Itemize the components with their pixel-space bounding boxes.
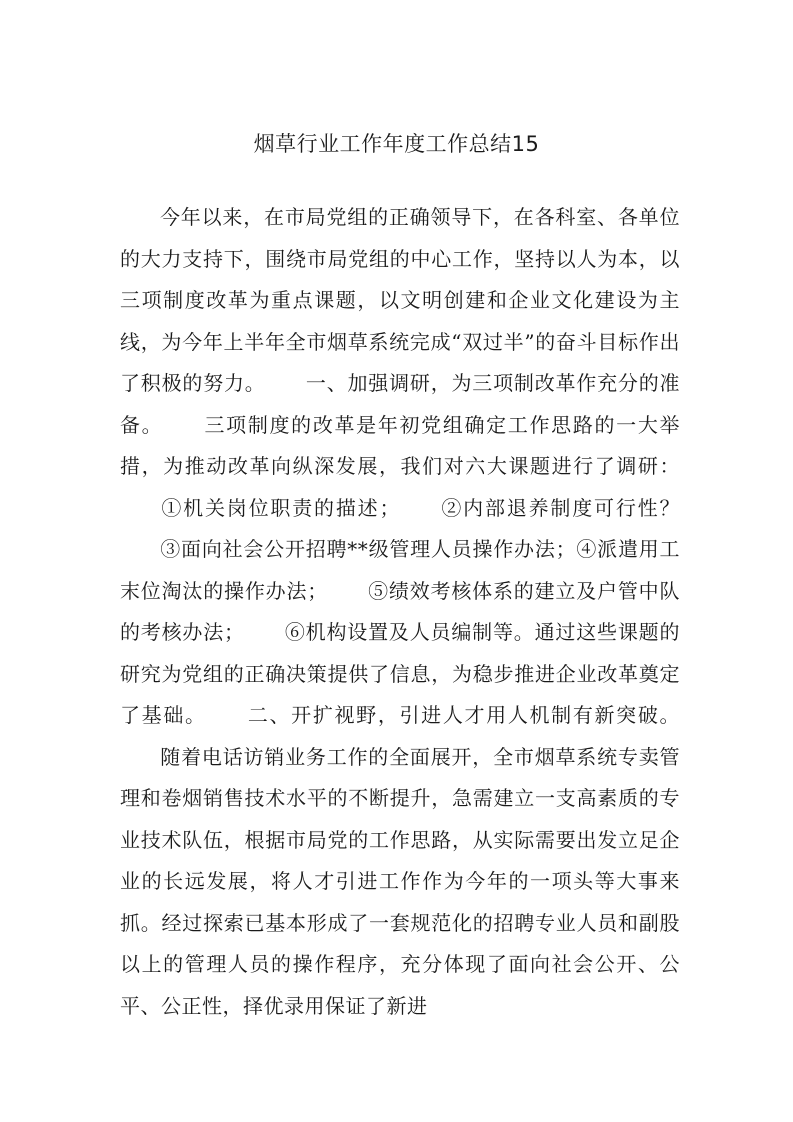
body-segment-topic-2: ②内部退养制度可行性？: [440, 495, 680, 520]
body-segment-topic-1: ①机关岗位职责的描述；: [160, 495, 400, 520]
body-segment-reform: 三项制度的改革是年初党组确定工作思路的一大举措，为推动改革向纵深发展，我们对六大课题进行了调研：: [120, 412, 681, 478]
document-title: 烟草行业工作年度工作总结15: [253, 132, 540, 156]
body-segment-intro: 今年以来，在市局党组的正确领导下，在各科室、各单位的大力支持下，围绕市局党组的中心工作，坚持以人为本，以三项制度改革为重点课题，以文明创建和企业文化建设为主线，为今年上半年全市烟草系统完成“双过半”的奋斗目标作出了积极的努力。: [120, 205, 680, 395]
body-segment-talent: 随着电话访销业务工作的全面展开，全市烟草系统专卖管理和卷烟销售技术水平的不断提升，急需建立一支高素质的专业技术队伍，根据市局党的工作思路，从实际需要出发立足企业的长远发展，将人才引进工作作为今年的一项头等大事来抓。经过探索已基本形成了一套规范化的招聘专业人员和副股以上的管理人员的操作程序，充分体现了面向社会公开、公平、公正性，择优录用保证了新进: [120, 744, 680, 1018]
body-segment-topic-5: ⑤绩效考核体系的建立及户管中队的考核办法；: [120, 578, 680, 644]
body-segment-topic-3-4: ③面向社会公开招聘**级管理人员操作办法；④派遣用工末位淘汰的操作办法；: [120, 537, 680, 603]
body-segment-topic-6: ⑥机构设置及人员编制等。通过这些课题的研究为党组的正确决策提供了信息，为稳步推进企业改革奠定了基础。: [120, 620, 680, 727]
body-segment-heading-2: 二、开扩视野，引进人才用人机制有新突破。: [246, 703, 681, 727]
document-body: [120, 197, 680, 1027]
body-segment-heading-1: 一、加强调研，为三项制改革作充分的准备。: [120, 371, 681, 437]
